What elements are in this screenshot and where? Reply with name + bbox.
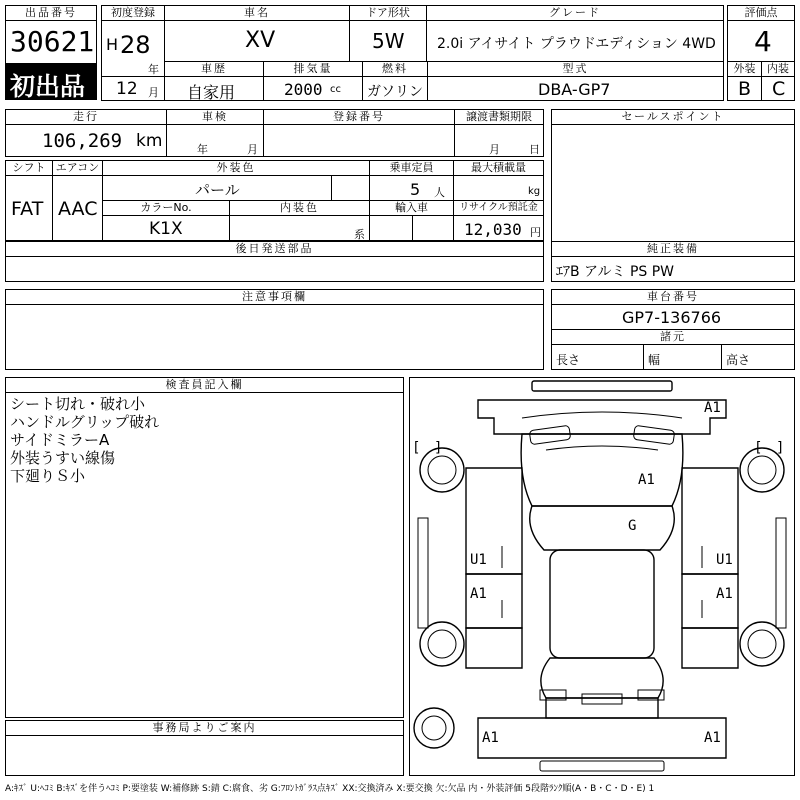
grade-label: グレード	[426, 5, 724, 21]
ext-color-label: 外装色	[102, 160, 370, 176]
caution-box	[5, 304, 544, 370]
int-color-box	[229, 215, 370, 241]
history-box	[164, 76, 264, 101]
ext-color-box	[102, 175, 332, 201]
car-diagram	[409, 377, 795, 776]
equipment-value: ｴｱB アルミ PS PW	[556, 264, 675, 280]
tailgate	[546, 698, 658, 718]
first-reg-box	[101, 20, 165, 77]
displacement-label: 排気量	[263, 61, 363, 77]
damage-mark-hood: A1	[638, 472, 655, 488]
length-label: 長さ	[556, 353, 581, 367]
wheel-rear-right-inner	[748, 630, 776, 658]
transfer-month-unit: 月	[489, 143, 500, 156]
color-no-box	[102, 215, 230, 241]
spare-wheel-inner	[422, 716, 446, 740]
inspection-month-unit: 月	[247, 143, 258, 156]
capacity-box	[369, 175, 454, 201]
ac-box	[52, 175, 103, 241]
roof	[550, 550, 654, 658]
car-name-label: 車名	[164, 5, 350, 21]
fuel-value: ガソリン	[367, 84, 423, 100]
score-value: 4	[754, 25, 772, 58]
inspector-line: ハンドルグリップ破れ	[10, 413, 160, 431]
model-label: 型式	[427, 61, 724, 77]
sales-point-label: セールスポイント	[551, 109, 795, 125]
inspection-label: 車検	[166, 109, 264, 125]
chassis-value: GP7-136766	[622, 308, 722, 327]
door-value: 5W	[372, 29, 405, 53]
height-label: 高さ	[726, 353, 751, 367]
parts-label: 後日発送部品	[5, 241, 544, 257]
office-box	[5, 735, 404, 776]
ext-color-sub-box	[331, 175, 370, 201]
headlight-right	[633, 425, 675, 444]
reg-year-unit: 年	[148, 63, 159, 76]
chassis-label: 車台番号	[551, 289, 795, 305]
spare-wheel	[414, 708, 454, 748]
era: H	[106, 35, 119, 54]
caution-label: 注意事項欄	[5, 289, 544, 305]
import-box-1	[369, 215, 413, 241]
recycle-unit: 円	[530, 226, 541, 239]
damage-mark-top-right: A1	[704, 400, 721, 416]
mileage-box	[5, 124, 167, 157]
wheel-front-right-inner	[748, 456, 776, 484]
shift-label: シフト	[5, 160, 53, 176]
front-bumper-outline	[478, 400, 726, 434]
damage-mark-right-door-rear: A1	[716, 586, 733, 602]
wheel-rear-right	[740, 622, 784, 666]
left-rear-quarter	[466, 628, 522, 668]
exterior-value: B	[738, 78, 752, 100]
damage-mark-left-door-rear: A1	[470, 586, 487, 602]
bracket-left-open: [	[412, 440, 421, 456]
color-no-value: K1X	[149, 219, 183, 239]
inspector-line: サイドミラーA	[10, 431, 110, 449]
lot-no: 30621	[10, 25, 95, 58]
inspector-line: 外装うすい線傷	[10, 449, 116, 467]
left-sill	[418, 518, 428, 628]
hood-outline	[521, 434, 683, 506]
bracket-left-close: ]	[434, 440, 443, 456]
interior-box	[761, 76, 795, 101]
width-label: 幅	[648, 353, 661, 367]
mileage-unit: km	[136, 131, 163, 151]
rear-bumper-bottom	[540, 761, 664, 771]
wheel-rear-left	[420, 622, 464, 666]
recycle-box	[453, 215, 544, 241]
capacity-value: 5	[410, 180, 421, 199]
interior-value: C	[772, 78, 786, 100]
recycle-value: 12,030	[464, 220, 522, 239]
damage-mark-left-door-front: U1	[470, 552, 487, 568]
legend-text: A:ｷｽﾞ U:ﾍｺﾐ B:ｷｽﾞを伴うﾍｺﾐ P:要塗装 W:補修跡 S:錆 C:腐食、劣 G:ﾌﾛﾝﾄｶﾞﾗｽ点ｷｽﾞ XX:交換済み X:要交換 欠:欠品 内・外装評価 5段階ﾗﾝｸ順(A・B・C・D・E) 1	[5, 784, 655, 794]
length-box	[551, 344, 644, 370]
first-reg-label: 初度登録	[101, 5, 165, 21]
front-bumper-line	[522, 412, 682, 418]
inspector-box	[5, 392, 404, 718]
displacement-unit: cc	[330, 84, 341, 95]
inspection-box	[166, 124, 264, 157]
width-box	[643, 344, 722, 370]
mileage-label: 走行	[5, 109, 167, 125]
door-label: ドア形状	[349, 5, 427, 21]
car-name: XV	[245, 28, 276, 53]
reg-year: 28	[120, 31, 151, 59]
windshield	[530, 506, 675, 550]
max-load-box	[453, 175, 544, 201]
first-listing-badge	[5, 63, 97, 100]
car-diagram-svg	[410, 378, 794, 775]
reg-no-label: 登録番号	[263, 109, 455, 125]
import-label: 輸入車	[369, 200, 454, 216]
mileage-value: 106,269	[42, 130, 123, 152]
max-load-unit: kg	[528, 186, 541, 197]
lot-no-label: 出品番号	[5, 5, 97, 21]
car-name-box	[164, 20, 350, 62]
damage-mark-right-door-front: U1	[716, 552, 733, 568]
score-box	[727, 20, 795, 62]
fuel-label: 燃料	[362, 61, 428, 77]
reg-month: 12	[116, 79, 138, 99]
import-box-2	[412, 215, 454, 241]
grade-box	[426, 20, 724, 62]
model-box	[427, 76, 724, 101]
bracket-right-close: ]	[776, 440, 785, 456]
inspector-line: シート切れ・破れ小	[10, 395, 146, 413]
right-sill	[776, 518, 786, 628]
transfer-label: 譲渡書類期限	[454, 109, 544, 125]
right-rear-quarter	[682, 628, 738, 668]
office-label: 事務局よりご案内	[5, 720, 404, 736]
wheel-rear-left-inner	[428, 630, 456, 658]
lot-no-box	[5, 20, 97, 64]
ac-label: エアコン	[52, 160, 103, 176]
exterior-box	[727, 76, 762, 101]
inspector-label: 検査員記入欄	[5, 377, 404, 393]
equipment-box	[551, 256, 795, 282]
plate	[582, 694, 622, 704]
recycle-label: リサイクル預託金	[453, 200, 544, 216]
shift-value: FAT	[11, 198, 44, 220]
fuel-box	[362, 76, 428, 101]
damage-mark-bottom-right: A1	[704, 730, 721, 746]
ext-color-value: パール	[195, 181, 240, 199]
score-label: 評価点	[727, 5, 795, 21]
shift-box	[5, 175, 53, 241]
rear-window	[541, 658, 663, 698]
inspector-line: 下廻りＳ小	[10, 467, 86, 485]
bracket-right-open: [	[754, 440, 763, 456]
transfer-day-unit: 日	[529, 143, 540, 156]
int-color-label: 内装色	[229, 200, 370, 216]
model-value: DBA-GP7	[538, 80, 611, 99]
inspection-year-unit: 年	[197, 143, 208, 156]
reg-month-box	[101, 76, 165, 101]
ac-value: AAC	[58, 198, 98, 220]
height-box	[721, 344, 795, 370]
front-bumper-top	[532, 381, 672, 391]
wheel-front-left-inner	[428, 456, 456, 484]
equipment-label: 純正装備	[551, 241, 795, 257]
sales-point-box	[551, 124, 795, 242]
history-label: 車歴	[164, 61, 264, 77]
reg-month-unit: 月	[148, 86, 159, 99]
reg-no-box	[263, 124, 455, 157]
grade-value: 2.0i アイサイト プラウドエディション 4WD	[437, 36, 716, 52]
capacity-label: 乗車定員	[369, 160, 454, 176]
capacity-unit: 人	[434, 186, 445, 199]
door-box	[349, 20, 427, 62]
chassis-box	[551, 304, 795, 330]
displacement-box	[263, 76, 363, 101]
first-listing-text: 初出品	[10, 72, 86, 101]
max-load-label: 最大積載量	[453, 160, 544, 176]
parts-box	[5, 256, 544, 282]
rear-bumper	[478, 718, 726, 758]
headlight-left	[529, 425, 571, 444]
history-value: 自家用	[187, 83, 236, 102]
dims-label: 諸元	[551, 329, 795, 345]
damage-mark-bottom-left: A1	[482, 730, 499, 746]
interior-label: 内装	[761, 61, 795, 77]
int-color-unit: 系	[354, 228, 365, 241]
exterior-label: 外装	[727, 61, 762, 77]
displacement-value: 2000	[284, 80, 323, 99]
hood-line	[546, 446, 658, 450]
color-no-label: カラーNo.	[102, 200, 230, 216]
damage-mark-roof: G	[628, 518, 637, 534]
transfer-box	[454, 124, 544, 157]
